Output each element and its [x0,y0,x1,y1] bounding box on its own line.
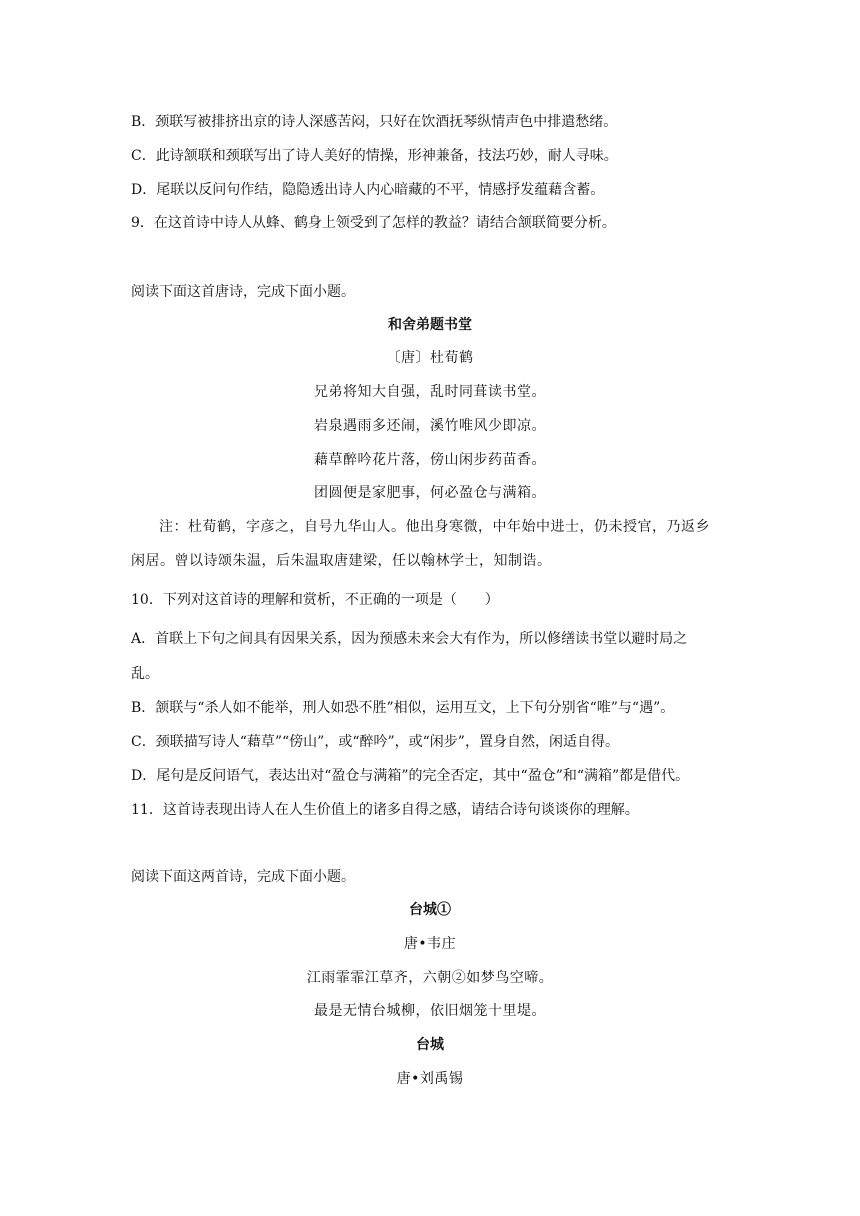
reading-intro: 阅读下面这两首诗，完成下面小题。 [131,869,355,885]
poem-line: 岩泉遇雨多还闹，溪竹唯风少即凉。 [314,418,546,434]
poem-title: 台城① [409,902,451,918]
poem-author: 〔唐〕杜荀鹤 [386,350,474,366]
option-a-cont: 乱。 [131,666,159,682]
poem-author: 唐•刘禹锡 [396,1071,464,1087]
poem-title: 和舍弟题书堂 [388,317,472,333]
poem-line: 团圆便是家肥事，何必盈仓与满箱。 [314,485,546,501]
poem-line: 兄弟将知大自强，乱时同葺读书堂。 [314,384,546,400]
question-11: 11．这首诗表现出诗人在人生价值上的诸多自得之感，请结合诗句谈谈你的理解。 [131,802,639,818]
option-c: C．此诗颔联和颈联写出了诗人美好的情操，形神兼备，技法巧妙，耐人寻味。 [131,148,618,164]
poem-note-cont: 闲居。曾以诗颂朱温，后朱温取唐建梁，任以翰林学士，知制诰。 [131,553,552,569]
poem-author: 唐•韦庄 [403,936,457,952]
reading-intro: 阅读下面这首唐诗，完成下面小题。 [131,284,355,300]
option-b: B．颔联与“杀人如不能举，刑人如恐不胜”相似，运用互文，上下句分别省“唯”与“遇”。 [131,700,675,716]
option-b: B．颈联写被排挤出京的诗人深感苦闷，只好在饮酒抚琴纵情声色中排遣愁绪。 [131,114,618,130]
poem-title: 台城 [416,1037,444,1053]
option-c: C．颈联描写诗人“藉草”“傍山”，或“醉吟”，或“闲步”，置身自然，闲适自得。 [131,734,619,750]
option-d: D．尾句是反问语气，表达出对“盈仓与满箱”的完全否定，其中“盈仓”和“满箱”都是借代。 [131,768,690,784]
poem-line: 江雨霏霏江草齐，六朝②如梦鸟空啼。 [306,970,554,986]
option-d: D．尾联以反问句作结，隐隐透出诗人内心暗藏的不平，情感抒发蕴藉含蓄。 [131,182,605,198]
question-9: 9．在这首诗中诗人从蜂、鹤身上领受到了怎样的教益？请结合颔联简要分析。 [131,215,616,231]
poem-line: 最是无情台城柳，依旧烟笼十里堤。 [314,1003,546,1019]
option-a: A．首联上下句之间具有因果关系，因为预感未来会大有作为，所以修缮读书堂以避时局之 [131,631,688,647]
poem-line: 藉草醉吟花片落，傍山闲步药苗香。 [314,452,546,468]
poem-note: 注：杜荀鹤，字彦之，自号九华山人。他出身寒微，中年始中进士，仍未授官，乃返乡 [159,519,710,535]
question-10: 10．下列对这首诗的理解和赏析，不正确的一项是（ ） [131,592,499,608]
